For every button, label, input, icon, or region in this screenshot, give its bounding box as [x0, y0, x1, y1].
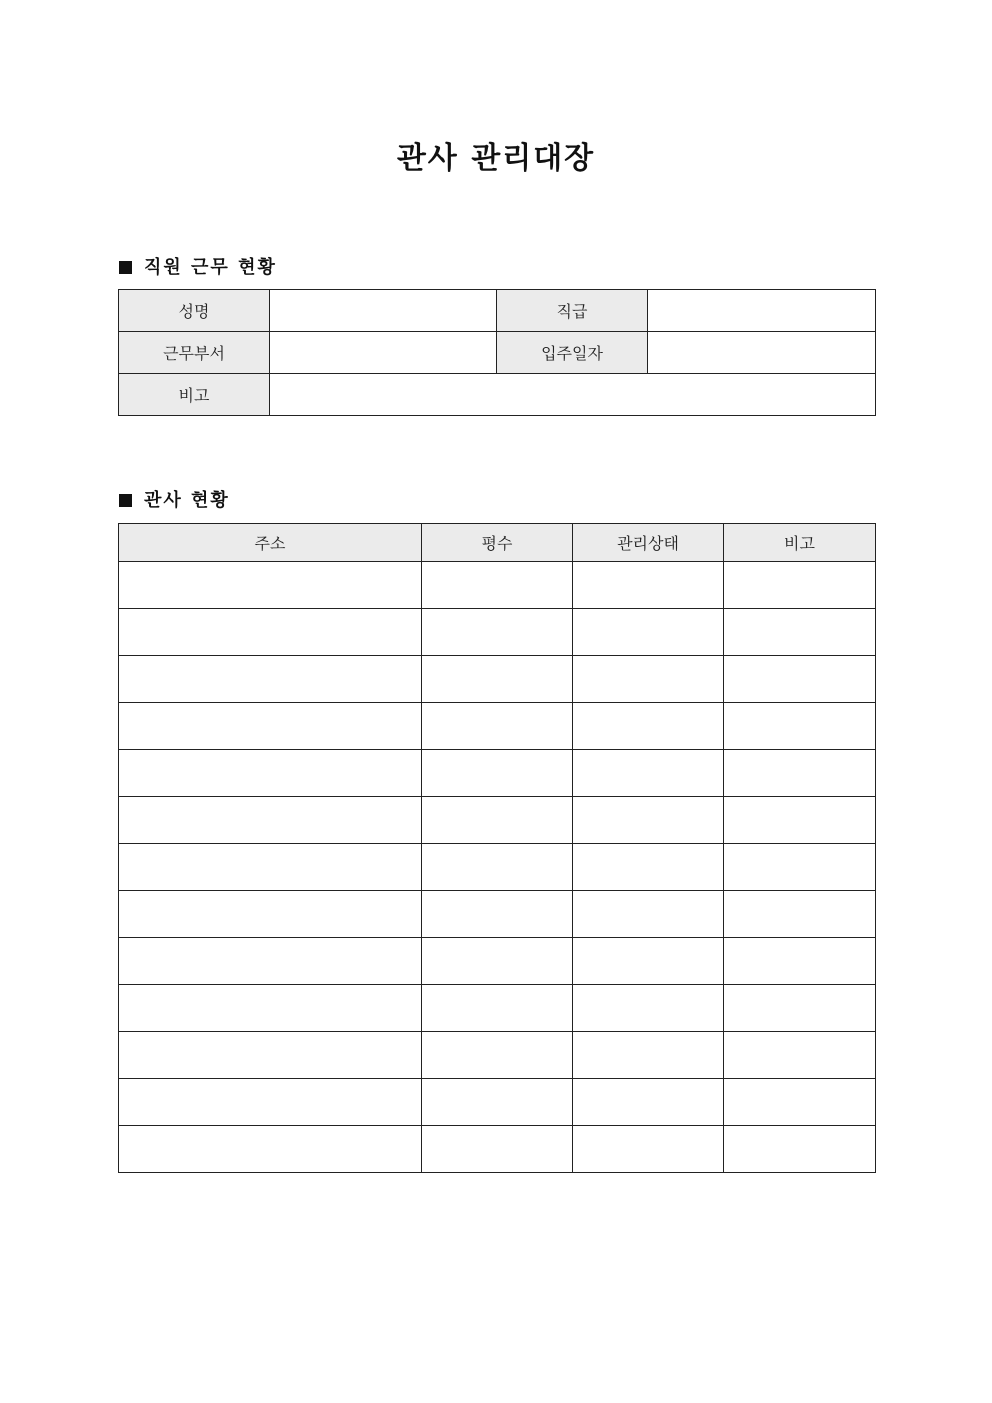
table-row [119, 332, 876, 374]
address-cell[interactable] [119, 562, 422, 609]
status-cell[interactable] [573, 1126, 724, 1173]
section-heading-staff [119, 253, 277, 279]
table-row [119, 703, 876, 750]
area-cell[interactable] [422, 938, 573, 985]
area-cell[interactable] [422, 1126, 573, 1173]
table-row [119, 290, 876, 332]
table-row [119, 562, 876, 609]
status-cell[interactable] [573, 938, 724, 985]
column-header-area: 평수 [422, 524, 573, 562]
status-cell[interactable] [573, 844, 724, 891]
remarks-label: 비고 [119, 374, 270, 416]
table-row [119, 374, 876, 416]
address-cell[interactable] [119, 703, 422, 750]
remarks-cell[interactable] [724, 844, 876, 891]
department-field[interactable] [270, 332, 497, 374]
name-field[interactable] [270, 290, 497, 332]
move-in-date-field[interactable] [648, 332, 876, 374]
table-row [119, 656, 876, 703]
remarks-cell[interactable] [724, 703, 876, 750]
status-cell[interactable] [573, 750, 724, 797]
status-cell[interactable] [573, 985, 724, 1032]
area-cell[interactable] [422, 609, 573, 656]
section-heading-property-text: 관사 현황 [144, 490, 230, 511]
table-row [119, 797, 876, 844]
status-cell[interactable] [573, 891, 724, 938]
remarks-cell[interactable] [724, 656, 876, 703]
staff-info-table [118, 289, 876, 416]
page-title: 관사 관리대장 [396, 141, 596, 176]
address-cell[interactable] [119, 656, 422, 703]
remarks-cell[interactable] [724, 1126, 876, 1173]
remarks-cell[interactable] [724, 562, 876, 609]
address-cell[interactable] [119, 609, 422, 656]
status-cell[interactable] [573, 797, 724, 844]
status-cell[interactable] [573, 1032, 724, 1079]
address-cell[interactable] [119, 985, 422, 1032]
name-label: 성명 [119, 290, 270, 332]
address-cell[interactable] [119, 938, 422, 985]
area-cell[interactable] [422, 844, 573, 891]
column-header-status: 관리상태 [573, 524, 724, 562]
area-cell[interactable] [422, 985, 573, 1032]
area-cell[interactable] [422, 891, 573, 938]
column-header-address: 주소 [119, 524, 422, 562]
table-row [119, 844, 876, 891]
table-row [119, 985, 876, 1032]
status-cell[interactable] [573, 656, 724, 703]
table-row [119, 938, 876, 985]
table-row [119, 1032, 876, 1079]
remarks-cell[interactable] [724, 891, 876, 938]
table-row [119, 1079, 876, 1126]
move-in-date-label: 입주일자 [497, 332, 648, 374]
table-row [119, 891, 876, 938]
table-row [119, 1126, 876, 1173]
position-label: 직급 [497, 290, 648, 332]
remarks-cell[interactable] [724, 1079, 876, 1126]
area-cell[interactable] [422, 797, 573, 844]
status-cell[interactable] [573, 609, 724, 656]
area-cell[interactable] [422, 1079, 573, 1126]
department-label: 근무부서 [119, 332, 270, 374]
column-header-remarks: 비고 [724, 524, 876, 562]
section-heading-staff-text: 직원 근무 현황 [144, 257, 277, 278]
position-field[interactable] [648, 290, 876, 332]
section-heading-property [119, 486, 230, 512]
table-header-row [119, 524, 876, 562]
remarks-cell[interactable] [724, 797, 876, 844]
address-cell[interactable] [119, 1126, 422, 1173]
status-cell[interactable] [573, 1079, 724, 1126]
remarks-field[interactable] [270, 374, 876, 416]
remarks-cell[interactable] [724, 1032, 876, 1079]
address-cell[interactable] [119, 891, 422, 938]
property-table [118, 523, 876, 1173]
address-cell[interactable] [119, 1079, 422, 1126]
remarks-cell[interactable] [724, 938, 876, 985]
address-cell[interactable] [119, 750, 422, 797]
area-cell[interactable] [422, 562, 573, 609]
table-row [119, 750, 876, 797]
address-cell[interactable] [119, 1032, 422, 1079]
area-cell[interactable] [422, 703, 573, 750]
remarks-cell[interactable] [724, 750, 876, 797]
area-cell[interactable] [422, 750, 573, 797]
square-bullet-icon [119, 494, 132, 507]
status-cell[interactable] [573, 703, 724, 750]
area-cell[interactable] [422, 1032, 573, 1079]
address-cell[interactable] [119, 797, 422, 844]
area-cell[interactable] [422, 656, 573, 703]
address-cell[interactable] [119, 844, 422, 891]
remarks-cell[interactable] [724, 609, 876, 656]
status-cell[interactable] [573, 562, 724, 609]
remarks-cell[interactable] [724, 985, 876, 1032]
table-row [119, 609, 876, 656]
square-bullet-icon [119, 261, 132, 274]
